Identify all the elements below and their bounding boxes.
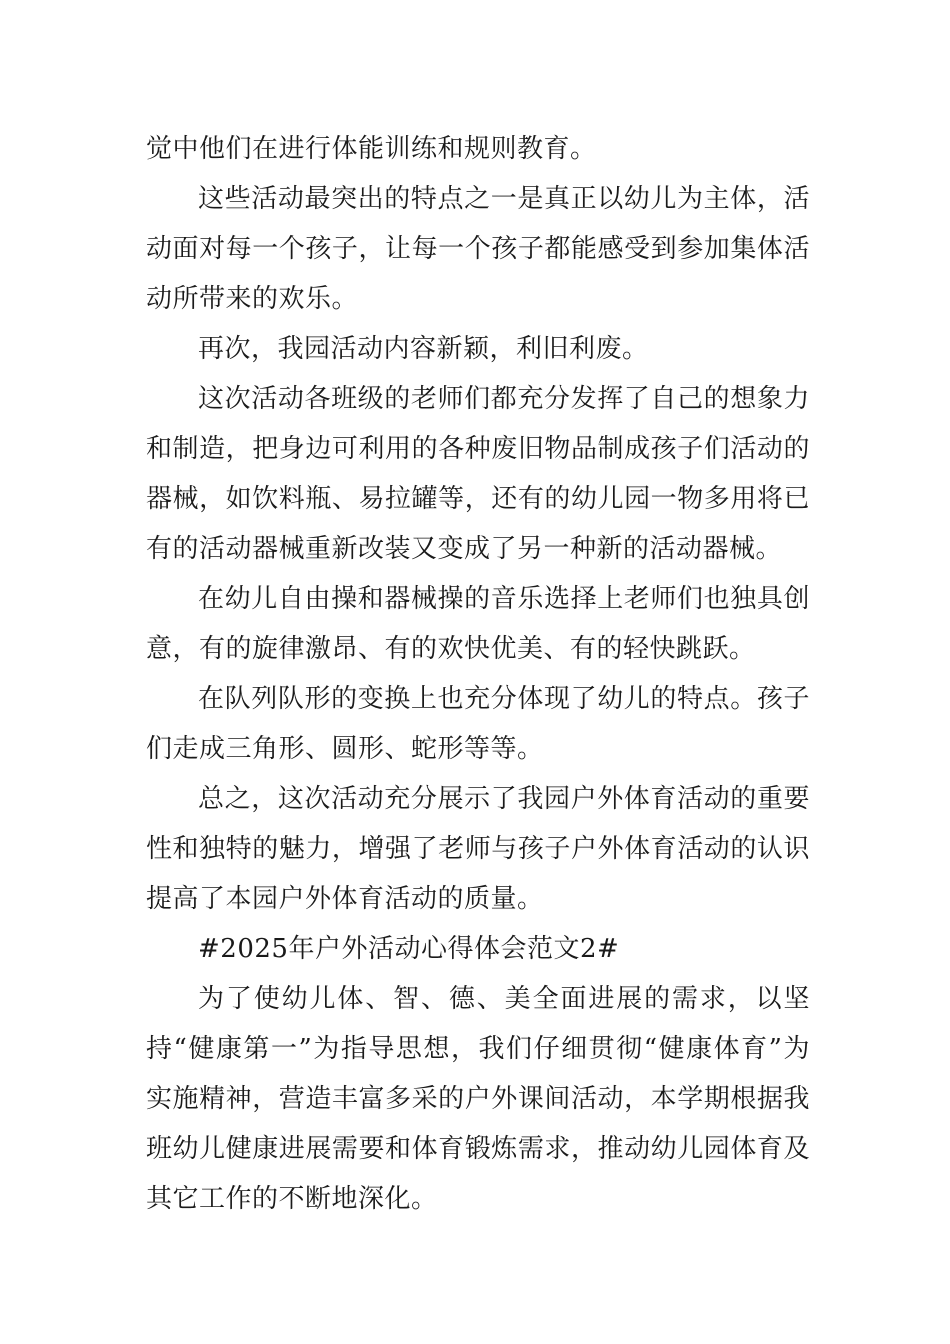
paragraph-recycled-equipment: 这次活动各班级的老师们都充分发挥了自己的想象力和制造，把身边可利用的各种废旧物品制成孩子们活动的器械，如饮料瓶、易拉罐等，还有的幼儿园一物多用将已有的活动器械重新改装又变成了另一种新的活动器械。 [146, 384, 810, 564]
paragraph-formation: 在队列队形的变换上也充分体现了幼儿的特点。孩子们走成三角形、圆形、蛇形等等。 [146, 684, 810, 764]
paragraph-health-first: 为了使幼儿体、智、德、美全面进展的需求，以坚持“健康第一”为指导思想，我们仔细贯彻“健康体育”为实施精神，营造丰富多采的户外课间活动，本学期根据我班幼儿健康进展需要和体育锻炼需求，推动幼儿园体育及其它工作的不断地深化。 [146, 984, 810, 1214]
paragraph-child-centered: 这些活动最突出的特点之一是真正以幼儿为主体，活动面对每一个孩子，让每一个孩子都能感受到参加集体活动所带来的欢乐。 [146, 184, 810, 314]
paragraph-music-choice: 在幼儿自由操和器械操的音乐选择上老师们也独具创意，有的旋律激昂、有的欢快优美、有的轻快跳跃。 [146, 584, 810, 664]
paragraph-summary: 总之，这次活动充分展示了我园户外体育活动的重要性和独特的魅力，增强了老师与孩子户外体育活动的认识提高了本园户外体育活动的质量。 [146, 784, 810, 914]
paragraph-novel-content: 再次，我园活动内容新颖，利旧利废。 [198, 334, 649, 364]
paragraph-continuation: 觉中他们在进行体能训练和规则教育。 [146, 134, 597, 164]
section-heading: #2025年户外活动心得体会范文2# [198, 934, 620, 964]
